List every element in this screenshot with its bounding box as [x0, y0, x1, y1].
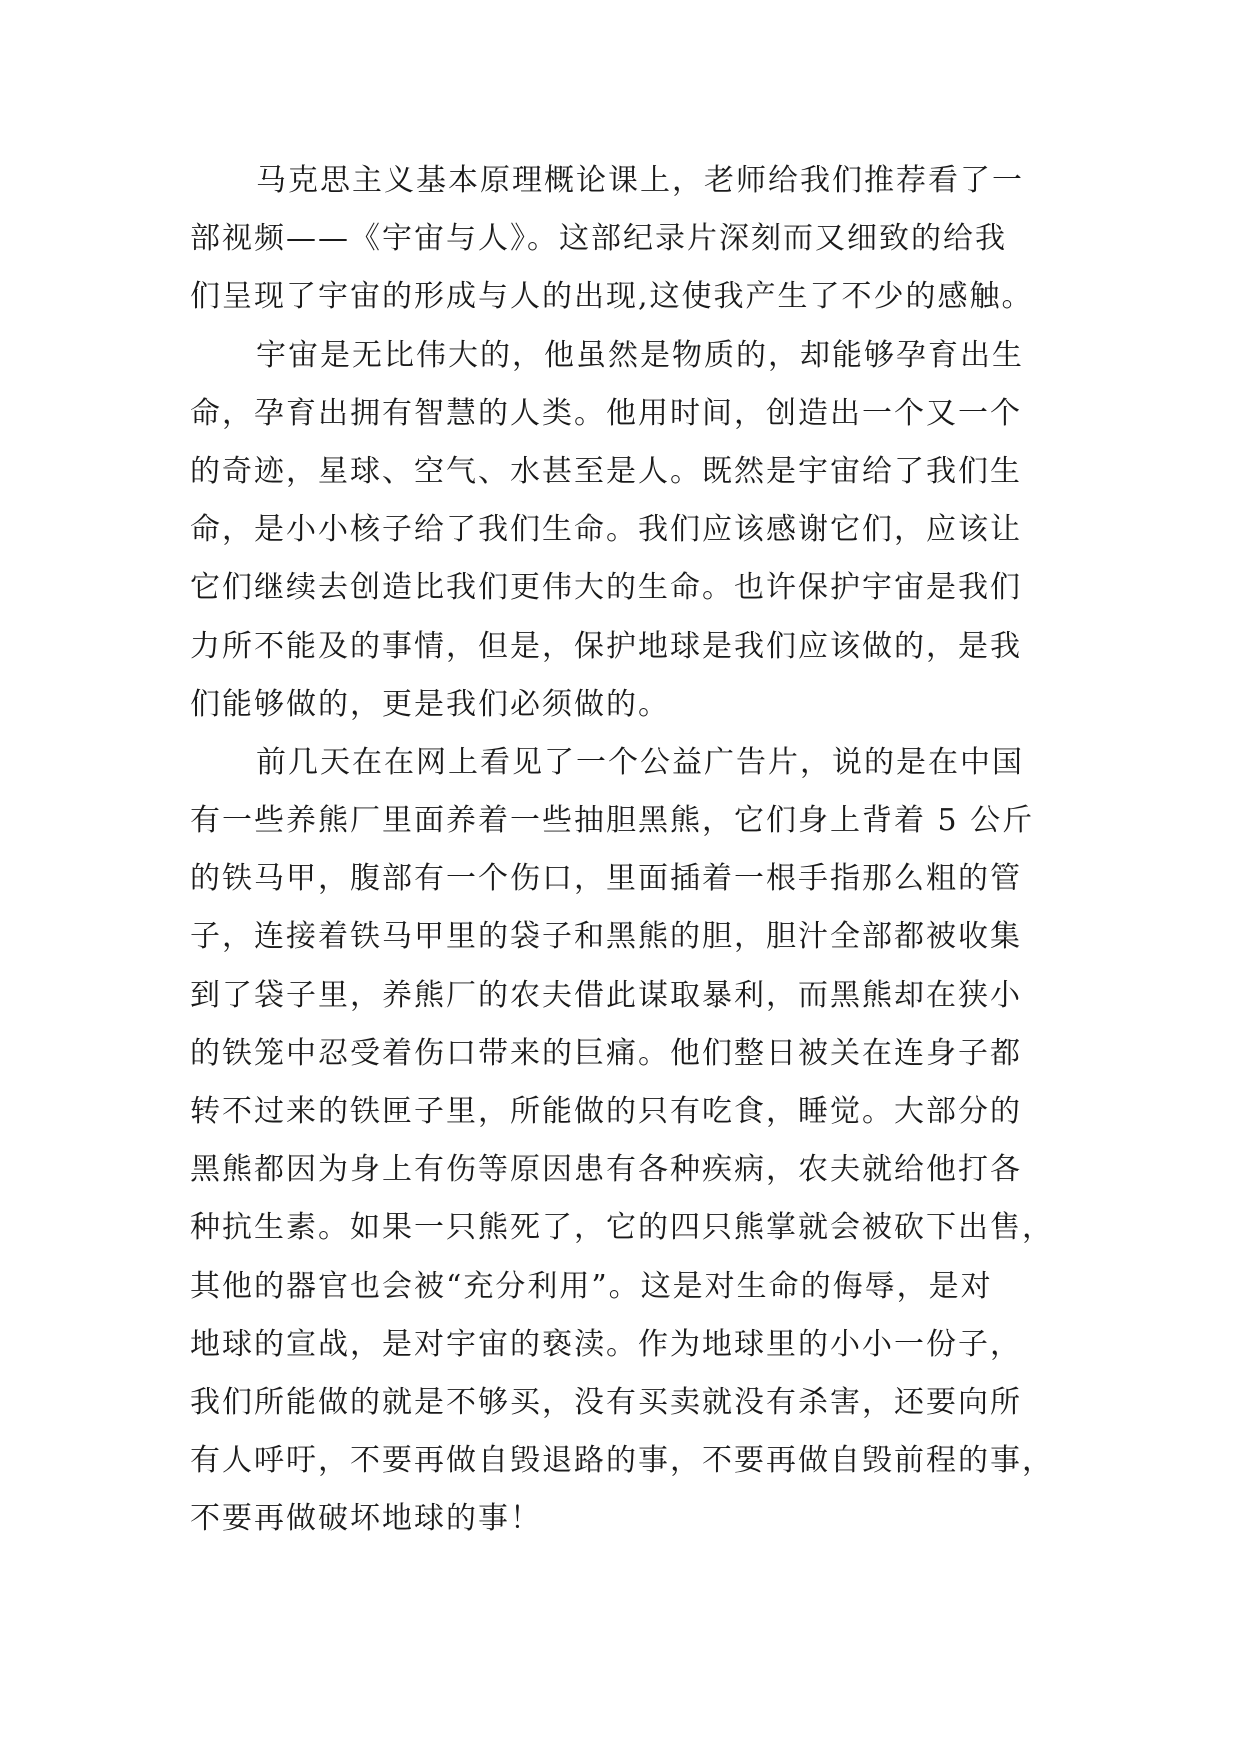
text-line: 它们继续去创造比我们更伟大的生命。也许保护宇宙是我们 — [190, 570, 1022, 606]
text-line: 部视频——《宇宙与人》。这部纪录片深刻而又细致的给我 — [190, 221, 1007, 257]
paragraph-3 — [190, 734, 1090, 1549]
text-line: 有人呼吁，不要再做自毁退路的事，不要再做自毁前程的事， — [190, 1443, 1054, 1479]
text-line: 力所不能及的事情，但是，保护地球是我们应该做的，是我 — [190, 628, 1022, 664]
text-line: 子，连接着铁马甲里的袋子和黑熊的胆，胆汁全部都被收集 — [190, 919, 1022, 955]
text-line: 命，孕育出拥有智慧的人类。他用时间，创造出一个又一个 — [190, 395, 1022, 431]
text-line: 前几天在在网上看见了一个公益广告片，说的是在中国 — [256, 744, 1024, 780]
document-body — [190, 152, 1090, 1549]
text-line: 我们所能做的就是不够买，没有买卖就没有杀害，还要向所 — [190, 1384, 1022, 1420]
text-line: 到了袋子里，养熊厂的农夫借此谋取暴利，而黑熊却在狭小 — [190, 977, 1022, 1013]
text-line: 马克思主义基本原理概论课上，老师给我们推荐看了一 — [256, 163, 1024, 198]
text-line: 命，是小小核子给了我们生命。我们应该感谢它们，应该让 — [190, 512, 1022, 548]
text-line: 转不过来的铁匣子里，所能做的只有吃食，睡觉。大部分的 — [190, 1094, 1022, 1129]
text-line: 其他的器官也会被“充分利用”。这是对生命的侮辱，是对 — [190, 1268, 993, 1304]
paragraph-1 — [190, 152, 1090, 327]
text-line: 宇宙是无比伟大的，他虽然是物质的，却能够孕育出生 — [256, 337, 1024, 373]
text-line: 种抗生素。如果一只熊死了，它的四只熊掌就会被砍下出售， — [190, 1210, 1054, 1246]
text-line: 们能够做的，更是我们必须做的。 — [190, 686, 670, 722]
text-line: 们呈现了宇宙的形成与人的出现,这使我产生了不少的感触。 — [190, 279, 1034, 315]
text-line: 不要再做破坏地球的事！ — [190, 1501, 542, 1537]
text-line: 的铁笼中忍受着伤口带来的巨痛。他们整日被关在连身子都 — [190, 1035, 1022, 1071]
text-line: 的铁马甲，腹部有一个伤口，里面插着一根手指那么粗的管 — [190, 861, 1022, 897]
paragraph-2 — [190, 327, 1090, 734]
text-line: 的奇迹，星球、空气、水甚至是人。既然是宇宙给了我们生 — [190, 453, 1022, 489]
text-line: 地球的宣战，是对宇宙的亵渎。作为地球里的小小一份子， — [190, 1326, 1022, 1362]
text-line: 黑熊都因为身上有伤等原因患有各种疾病，农夫就给他打各 — [190, 1152, 1022, 1188]
text-line: 有一些养熊厂里面养着一些抽胆黑熊，它们身上背着 5 公斤 — [190, 803, 1035, 839]
